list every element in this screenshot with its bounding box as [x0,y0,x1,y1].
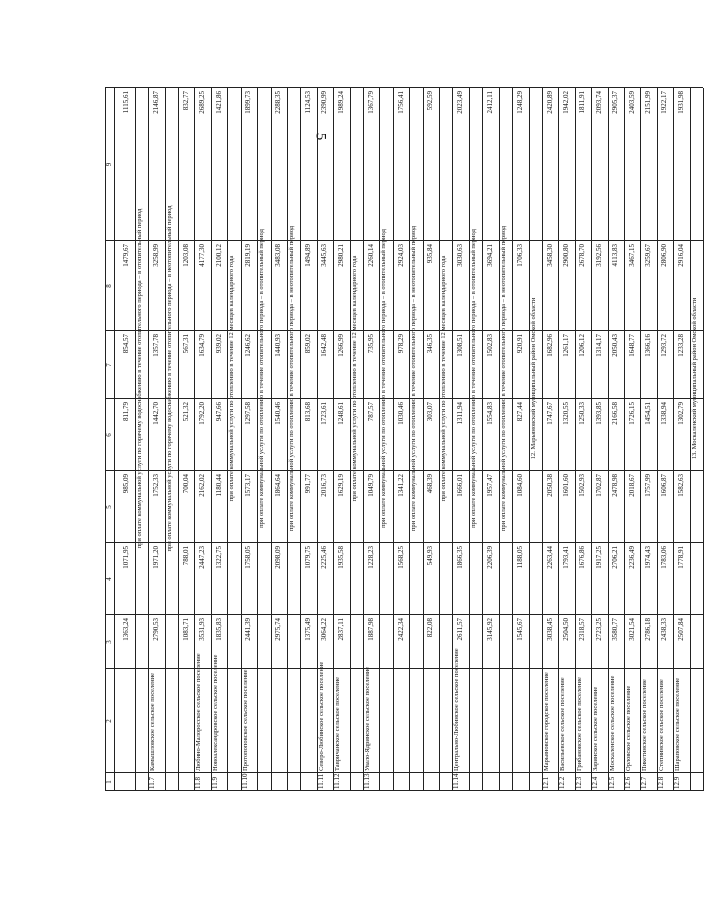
tariff-value: 2018,67 [627,474,636,497]
tariff-value: 3021,54 [627,618,636,641]
tariff-value: 2611,57 [456,618,465,641]
tariff-value: 3030,63 [456,244,465,267]
tariff-value: 822,08 [426,618,435,638]
tariff-value: 1115,61 [122,91,131,114]
tariff-value: 832,77 [181,91,190,111]
column-header-8: 8 [105,284,113,288]
tariff-value: 3458,30 [545,244,554,267]
settlement-name: Новоалександровское сельское поселение [211,654,219,771]
tariff-value: 521,32 [181,402,190,422]
row-code: 11.12 [333,773,342,789]
tariff-value: 1682,96 [545,334,554,357]
tariff-value: 1554,83 [485,402,494,425]
tariff-value: 2225,46 [320,546,329,569]
tariff-value: 3145,92 [485,618,494,641]
tariff-value: 2806,90 [660,244,669,267]
tariff-value: 3467,15 [627,244,636,267]
tariff-value: 1338,94 [660,402,669,425]
tariff-value: 2689,25 [198,91,207,114]
tariff-value: 3445,63 [320,244,329,267]
tariff-value: 2837,11 [336,618,345,641]
tariff-value: 2504,50 [562,618,571,641]
tariff-value: 985,09 [122,474,131,494]
tariff-value: 700,04 [181,474,190,494]
settlement-name: Васильевское сельское поселение [559,677,567,771]
payment-note: при оплате коммунальной услуги по горячему водоснабжению в течение отопительного периода – в неотопительный период [165,205,173,552]
tariff-value: 1811,91 [578,91,587,114]
grid-line [105,87,703,88]
tariff-value: 1366,16 [644,334,653,357]
tariff-value: 2420,89 [545,91,554,114]
tariff-value: 1666,01 [456,474,465,497]
row-code: 11.11 [316,773,325,789]
tariff-value: 2786,18 [644,618,653,641]
tariff-value: 2236,49 [627,546,636,569]
tariff-value: 1084,60 [515,474,524,497]
payment-note: при оплате коммунальной услуги по отоплению в течение отопительного периода – в отопительный период [469,229,477,528]
tariff-value: 2093,74 [594,91,603,114]
tariff-value: 991,77 [304,474,313,494]
row-code: 12.2 [558,776,567,789]
grid-line [105,88,106,791]
row-code: 12.1 [541,776,550,789]
column-header-3: 3 [105,640,113,644]
tariff-value: 859,02 [304,334,313,354]
tariff-value: 1726,15 [627,402,636,425]
tariff-value: 1442,70 [151,402,160,425]
tariff-value: 2162,02 [198,474,207,497]
tariff-value: 1642,48 [320,334,329,357]
settlement-name: Тавричанское сельское поселение [334,677,342,771]
grid-line [105,614,703,615]
tariff-value: 1124,53 [304,91,313,114]
tariff-value: 1568,25 [396,546,405,569]
tariff-value: 1188,05 [515,546,524,569]
tariff-value: 1989,24 [336,91,345,114]
settlement-name: Москаленское сельское поселение [608,675,616,771]
tariff-value: 1206,12 [578,334,587,357]
settlement-name: Камышловское сельское поселение [149,672,157,771]
tariff-value: 1233,28 [676,334,685,357]
tariff-value: 1494,89 [304,244,313,267]
tariff-value: 549,93 [426,546,435,566]
tariff-value: 1180,44 [214,474,223,497]
tariff-value: 1676,86 [578,546,587,569]
tariff-value: 2790,53 [151,618,160,641]
tariff-value: 3192,56 [594,244,603,267]
grid-line [105,240,703,241]
tariff-value: 1971,20 [151,546,160,569]
payment-note: при оплате коммунальной услуги по горячему водоснабжению в течение отопительного периода – в отопительный период [135,208,143,549]
grid-line [105,330,703,331]
column-header-1: 1 [105,780,113,784]
tariff-value: 1421,86 [214,91,223,114]
grid-line [423,88,424,791]
tariff-value: 2100,12 [214,244,223,267]
tariff-value: 1935,58 [336,546,345,569]
tariff-value: 1341,22 [396,474,405,497]
grid-line [105,668,703,669]
tariff-value: 3531,93 [198,618,207,641]
tariff-value: 592,59 [426,91,435,111]
tariff-value: 787,57 [366,402,375,422]
tariff-value: 1246,62 [244,334,253,357]
row-code: 11.9 [210,777,219,789]
tariff-value: 1974,43 [644,546,653,569]
tariff-value: 1793,41 [562,546,571,569]
tariff-value: 1479,67 [122,244,131,267]
tariff-value: 1454,51 [644,402,653,425]
tariff-value: 2507,84 [676,618,685,641]
tariff-value: 2975,74 [274,618,283,641]
tariff-value: 2412,11 [485,91,494,114]
tariff-table [105,88,705,791]
tariff-value: 1367,79 [366,91,375,114]
tariff-value: 1899,73 [244,91,253,114]
row-code: 11.13 [362,773,371,789]
tariff-value: 1375,49 [304,618,313,641]
tariff-value: 1942,02 [562,91,571,114]
tariff-value: 3064,22 [320,618,329,641]
tariff-value: 2050,43 [611,334,620,357]
row-code: 12.9 [673,776,682,789]
tariff-value: 1308,51 [456,334,465,357]
tariff-value: 2924,03 [396,244,405,267]
tariff-value: 4113,83 [611,244,620,267]
tariff-value: 2390,99 [320,91,329,114]
tariff-value: 1756,41 [396,91,405,114]
tariff-value: 2403,59 [627,91,636,114]
tariff-value: 854,57 [122,334,131,354]
grid-line [105,772,703,773]
tariff-value: 2146,87 [151,91,160,114]
tariff-value: 1573,17 [244,474,253,497]
tariff-value: 735,95 [366,334,375,354]
tariff-value: 2980,21 [336,244,345,267]
column-header-2: 2 [105,719,113,723]
tariff-value: 2905,37 [611,91,620,114]
tariff-value: 1030,46 [396,402,405,425]
tariff-value: 2260,14 [366,244,375,267]
tariff-value: 1203,08 [181,244,190,267]
tariff-value: 2098,09 [274,546,283,569]
tariff-value: 2206,39 [485,546,494,569]
tariff-value: 811,79 [122,402,131,421]
row-code: 12.8 [656,776,665,789]
section-heading: 12. Марьяновский муниципальный район Омской области [529,297,537,460]
tariff-value: 1582,63 [676,474,685,497]
tariff-value: 1293,72 [660,334,669,357]
tariff-value: 2447,23 [198,546,207,569]
settlement-name: Шараповское сельское поселение [674,677,682,771]
tariff-value: 1629,19 [336,474,345,497]
tariff-value: 1250,33 [578,402,587,425]
tariff-value: 3483,08 [274,244,283,267]
tariff-value: 2478,98 [611,474,620,497]
tariff-value: 1957,47 [485,474,494,497]
rotated-table [105,88,705,791]
tariff-value: 1540,46 [274,402,283,425]
payment-note: при оплате коммунальной услуги по отоплению в течение 12 месяцев календарного года [228,255,236,502]
tariff-value: 2166,58 [611,402,620,425]
tariff-value: 3694,21 [485,244,494,267]
tariff-value: 1502,83 [485,334,494,357]
tariff-value: 1706,33 [515,244,524,267]
column-header-4: 4 [105,577,113,581]
grid-line [482,88,483,791]
tariff-value: 2023,49 [456,91,465,114]
tariff-value: 2900,80 [562,244,571,267]
tariff-value: 2441,39 [244,618,253,641]
settlement-name: Орловское сельское поселение [624,685,632,771]
tariff-value: 1723,61 [320,402,329,425]
tariff-value: 1440,93 [274,334,283,357]
grid-line [105,470,703,471]
row-code: 11.14 [452,773,461,789]
tariff-value: 1757,99 [644,474,653,497]
tariff-value: 1502,93 [578,474,587,497]
tariff-value: 567,31 [181,334,190,354]
tariff-value: 1357,78 [151,334,160,357]
tariff-value: 1634,79 [198,334,207,357]
tariff-value: 1835,83 [214,618,223,641]
settlement-name: Увало-Ядринское сельское поселение [363,666,371,771]
settlement-name: Степнинское сельское поселение [657,679,665,771]
tariff-value: 1747,67 [545,402,554,425]
tariff-value: 2706,21 [611,546,620,569]
tariff-value: 1601,60 [562,474,571,497]
settlement-name: Пикетинское сельское поселение [641,679,649,771]
tariff-value: 346,35 [426,334,435,354]
row-code: 12.5 [607,776,616,789]
payment-note: при оплате коммунальной услуги по отоплению в течение отопительного периода – в неотопительный период [499,225,507,532]
grid-line [114,88,115,791]
tariff-value: 3580,77 [611,618,620,641]
row-code: 12.3 [574,776,583,789]
tariff-value: 1322,75 [214,546,223,569]
column-header-7: 7 [105,363,113,367]
tariff-value: 1922,17 [660,91,669,114]
payment-note: при оплате коммунальной услуги по отоплению в течение отопительного периода – в отопительный период [380,229,388,528]
tariff-value: 1758,05 [244,546,253,569]
tariff-value: 2263,44 [545,546,554,569]
payment-note: при оплате коммунальной услуги по отоплению в течение 12 месяцев календарного года [440,255,448,502]
row-code: 12.6 [623,776,632,789]
settlement-name: Заринское сельское поселение [592,686,600,771]
tariff-value: 1866,35 [456,546,465,569]
tariff-value: 1311,94 [456,402,465,425]
column-header-9: 9 [105,162,113,167]
settlement-name: Центрально-Любинское сельское поселение [453,648,461,771]
grid-line [703,88,704,791]
tariff-value: 1297,58 [244,402,253,425]
section-heading: 13. Москаленский муниципальный район Омской области [690,297,698,460]
row-code: 12.7 [640,776,649,789]
payment-note: при оплате коммунальной услуги по отоплению в течение 12 месяцев календарного года [350,255,358,502]
tariff-value: 1702,87 [594,474,603,497]
tariff-value: 2916,04 [676,244,685,267]
tariff-value: 1778,91 [676,546,685,569]
tariff-value: 2723,25 [594,618,603,641]
tariff-value: 1864,64 [274,474,283,497]
grid-line [105,398,703,399]
tariff-value: 1079,75 [304,546,313,569]
tariff-value: 1606,87 [660,474,669,497]
settlement-name: Протопоповское сельское поселение [241,669,249,771]
settlement-name: Марьяновское городское поселение [542,672,550,771]
tariff-value: 2016,73 [320,474,329,497]
tariff-value: 1545,67 [515,618,524,641]
tariff-value: 2151,99 [644,91,653,114]
tariff-value: 978,29 [396,334,405,354]
tariff-value: 920,91 [515,334,524,354]
row-code: 11.7 [148,777,157,789]
tariff-value: 1071,95 [122,546,131,569]
tariff-value: 1248,29 [515,91,524,114]
tariff-value: 1302,79 [676,402,685,425]
payment-note: при оплате коммунальной услуги по отоплению в течение отопительного периода – в неотопительный период [287,225,295,532]
tariff-value: 303,07 [426,402,435,422]
tariff-value: 1083,71 [181,618,190,641]
tariff-value: 1248,61 [336,402,345,425]
payment-note: при оплате коммунальной услуги по отоплению в течение отопительного периода – в отопительный период [258,229,266,528]
column-header-6: 6 [105,433,113,437]
tariff-value: 939,02 [214,334,223,354]
column-header-5: 5 [105,505,113,509]
grid-line [300,88,301,791]
tariff-value: 1049,79 [366,474,375,497]
grid-line [105,542,703,543]
tariff-value: 1363,24 [122,618,131,641]
grid-line [178,88,179,791]
tariff-value: 2050,38 [545,474,554,497]
tariff-value: 1752,33 [151,474,160,497]
grid-line [105,790,703,791]
tariff-value: 3258,99 [151,244,160,267]
tariff-value: 788,01 [181,546,190,566]
settlement-name: Северо-Любинское сельское поселение [317,661,325,771]
settlement-name: Грибановское сельское поселение [575,677,583,771]
tariff-value: 1792,20 [198,402,207,425]
tariff-value: 1228,23 [366,546,375,569]
tariff-value: 1261,17 [562,334,571,357]
settlement-name: Любино-Малоросское сельское поселение [195,653,203,771]
page-number: 5 [312,132,329,141]
tariff-value: 4177,30 [198,244,207,267]
grid-line [393,88,394,791]
tariff-value: 2318,57 [578,618,587,641]
tariff-value: 1931,98 [676,91,685,114]
tariff-value: 3259,67 [644,244,653,267]
tariff-value: 1393,85 [594,402,603,425]
tariff-value: 1314,17 [594,334,603,357]
tariff-value: 2422,34 [396,618,405,641]
tariff-value: 1266,99 [336,334,345,357]
tariff-value: 1917,25 [594,546,603,569]
tariff-value: 1887,98 [366,618,375,641]
row-code: 11.8 [194,777,203,789]
tariff-value: 1320,55 [562,402,571,425]
grid-line [512,88,513,791]
payment-note: при оплате коммунальной услуги по отоплению в течение отопительного периода – в неотопительный период [410,225,418,532]
tariff-value: 827,44 [515,402,524,422]
tariff-value: 2288,35 [274,91,283,114]
tariff-value: 1783,06 [660,546,669,569]
tariff-value: 468,39 [426,474,435,494]
tariff-value: 2678,70 [578,244,587,267]
row-code: 12.4 [591,776,600,789]
tariff-value: 813,68 [304,402,313,422]
grid-line [271,88,272,791]
tariff-value: 1648,77 [627,334,636,357]
row-code: 11.10 [240,773,249,789]
tariff-value: 935,84 [426,244,435,264]
tariff-value: 947,66 [214,402,223,422]
tariff-value: 3038,45 [545,618,554,641]
tariff-value: 2819,19 [244,244,253,267]
tariff-value: 2438,33 [660,618,669,641]
